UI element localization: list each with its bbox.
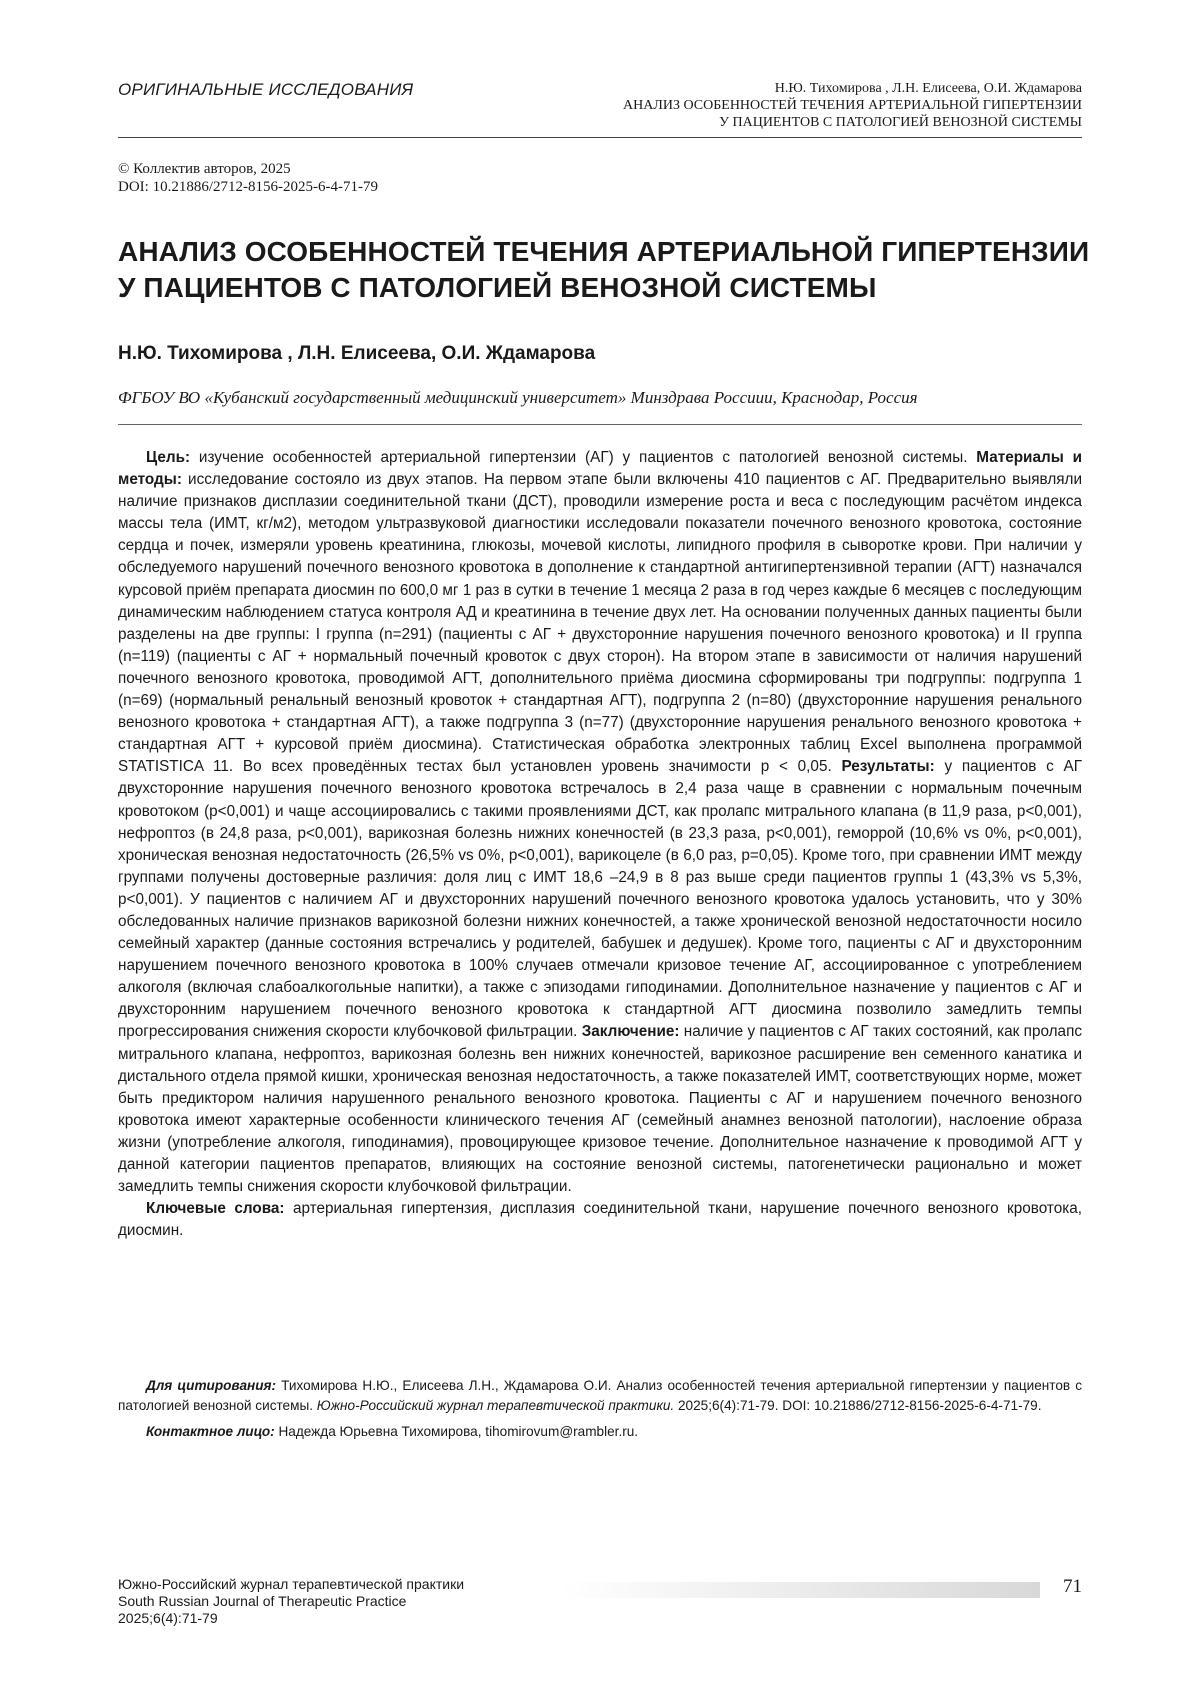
keywords-label: Ключевые слова:: [146, 1200, 285, 1218]
citation-text-end: 2025;6(4):71-79. DOI: 10.21886/2712-8156-2025-6-4-71-79.: [674, 1398, 1042, 1413]
keywords-text: артериальная гипертензия, дисплазия соединительной ткани, нарушение почечного венозного кровотока, диосмин.: [118, 1200, 1082, 1240]
citation: [118, 1376, 1082, 1416]
copyright: © Коллектив авторов, 2025: [118, 161, 291, 177]
methods-text: исследование состояло из двух этапов. На первом этапе были включены 410 пациентов с АГ. Предварительно выявляли наличие признаков дисплазии соединительной ткани (ДСТ), проводили измерение роста и веса с последующим расчётом индекса массы тела (ИМТ, кг/м2), методом ультразвуковой диагностики исследовали показатели почечного венозного кровотока, состояние сердца и почек, измеряли уровень креатинина, глюкозы, мочевой кислоты, липидного профиля в сыворотке крови. При наличии у обследуемого нарушений почечного венозного кровотока в дополнение к стандартной антигипертензивной терапии (АГТ) назначался курсовой приём препарата диосмин по 600,0 мг 1 раз в сутки в течение 1 месяца 2 раза в год через каждые 6 месяцев с последующим динамическим наблюдением статуса контроля АД и креатинина в течение двух лет. На основании полученных данных пациенты были разделены на две группы: I группа (n=291) (пациенты с АГ + двухсторонние нарушения почечного венозного кровотока) и II группа (n=119) (пациенты с АГ + нормальный почечный кровоток с двух сторон). На втором этапе в зависимости от наличия нарушений почечного венозного кровотока, проводимой АГТ, дополнительного приёма диосмина сформированы три подгруппы: подгруппа 1 (n=69) (нормальный ренальный венозный кровоток + стандартная АГТ), подгруппа 2 (n=80) (двухсторонние нарушения ренального венозного кровотока + стандартная АГТ), а также подгруппа 3 (n=77) (двухсторонние нарушения ренального венозного кровотока + стандартная АГТ + курсовой приём диосмина). Статистическая обработка электронных таблиц Excel выполнена программой STATISTICA 11. Во всех проведённых тестах был установлен уровень значимости p < 0,05.: [118, 471, 1082, 776]
citation-text: Тихомирова Н.Ю., Елисеева Л.Н., Ждамарова О.И. Анализ особенностей течения артериальной гипертензии у пациентов с патологией венозной системы.: [118, 1378, 1082, 1413]
conclusion-label: Заключение:: [581, 1023, 680, 1041]
abstract: [118, 447, 1082, 1242]
contact: [118, 1422, 1082, 1442]
header-divider: [118, 137, 1082, 138]
keywords: [118, 1198, 1082, 1242]
contact-text: Надежда Юрьевна Тихомирова, tihomirovum@rambler.ru.: [274, 1424, 639, 1439]
abstract-body: [118, 447, 1082, 1198]
running-header-title-1: АНАЛИЗ ОСОБЕННОСТЕЙ ТЕЧЕНИЯ АРТЕРИАЛЬНОЙ ГИПЕРТЕНЗИИ: [623, 98, 1082, 113]
contact-label: Контактное лицо:: [146, 1424, 275, 1439]
results-text: у пациентов с АГ двухсторонние нарушения почечного венозного кровотока встречалось в 2,4 раза чаще в сравнении с нормальным почечным кровотоком (p<0,001) и чаще ассоциировались с такими проявлениями ДСТ, как пролапс митрального клапана (в 11,9 раза, p<0,001), нефроптоз (в 24,8 раза, p<0,001), варикозная болезнь нижних конечностей (в 23,3 раза, p<0,001), геморрой (10,6% vs 0%, p<0,001), хроническая венозная недостаточность (26,5% vs 0%, p<0,001), варикоцеле (в 6,0 раз, p=0,05). Кроме того, при сравнении ИМТ между группами получены достоверные различия: доля лиц с ИМТ 18,6 –24,9 в 8 раз выше среди пациентов группы 1 (43,3% vs 5,3%, p<0,001). У пациентов с наличием АГ и двухсторонних нарушений почечного венозного кровотока удалось установить, что у 30% обследованных наличие признаков варикозной болезни нижних конечностей, а также хронической венозной недостаточности носило семейный характер (данные состояния встречались у родителей, бабушек и дедушек). Кроме того, пациенты с АГ и двухсторонним нарушением почечного венозного кровотока в 100% случаев отмечали кризовое течение АГ, ассоциированное с употреблением алкоголя (включая слабоалкогольные напитки), а также с эпизодами гиподинамии. Дополнительное назначение у пациентов с АГ и двухсторонним нарушением почечного венозного кровотока к стандартной АГТ диосмина позволило замедлить темпы прогрессирования снижения скорости клубочковой фильтрации.: [118, 758, 1082, 1041]
article-authors: Н.Ю. Тихомирова , Л.Н. Елисеева, О.И. Ждамарова: [118, 343, 596, 364]
running-header-authors: Н.Ю. Тихомирова , Л.Н. Елисеева, О.И. Ждамарова: [774, 81, 1082, 96]
article-title-line-2: У ПАЦИЕНТОВ С ПАТОЛОГИЕЙ ВЕНОЗНОЙ СИСТЕМЫ: [118, 272, 877, 303]
running-header-title-2: У ПАЦИЕНТОВ С ПАТОЛОГИЕЙ ВЕНОЗНОЙ СИСТЕМЫ: [719, 115, 1082, 130]
conclusion-text: наличие у пациентов с АГ таких состояний, как пролапс митрального клапана, нефроптоз, варикозная болезнь вен нижних конечностей, варикозное расширение вен семенного канатика и дистального отдела прямой кишки, хроническая венозная недостаточность, а также показателей ИМТ, соответствующих норме, может быть предиктором наличия нарушенного ренального венозного кровотока. Пациенты с АГ и нарушением почечного венозного кровотока имеют характерные особенности клинического течения АГ (семейный анамнез венозной патологии), наслоение образа жизни (употребление алкоголя, гиподинамия), провоцирующее кризовое течение. Дополнительное назначение к проводимой АГТ у данной категории пациентов препаратов, влияющих на состояние венозной системы, патогенетически рационально и может замедлить темпы снижения скорости клубочковой фильтрации.: [118, 1023, 1082, 1196]
footer-issue: 2025;6(4):71-79: [118, 1610, 218, 1626]
footer-gradient-bar: [560, 1582, 1040, 1598]
footer-journal-ru: Южно-Российский журнал терапевтической практики: [118, 1576, 465, 1592]
article-title: [118, 234, 1098, 306]
footer: [118, 1576, 464, 1627]
doi: DOI: 10.21886/2712-8156-2025-6-4-71-79: [118, 179, 378, 195]
citation-journal: Южно-Российский журнал терапевтической практики.: [316, 1398, 675, 1413]
section-label: ОРИГИНАЛЬНЫЕ ИССЛЕДОВАНИЯ: [118, 80, 414, 99]
affiliation: ФГБОУ ВО «Кубанский государственный медицинский университет» Минздрава Россиии, Краснодар, Россия: [118, 388, 918, 407]
article-title-line-1: АНАЛИЗ ОСОБЕННОСТЕЙ ТЕЧЕНИЯ АРТЕРИАЛЬНОЙ ГИПЕРТЕНЗИИ: [118, 236, 1090, 267]
footer-journal-en: South Russian Journal of Therapeutic Practice: [118, 1593, 407, 1609]
affiliation-divider: [118, 424, 1082, 425]
running-header: [522, 80, 1082, 131]
methods-label: Материалы и методы:: [118, 449, 1082, 489]
aim-text: изучение особенностей артериальной гипертензии (АГ) у пациентов с патологией венозной системы.: [190, 449, 977, 466]
results-label: Результаты:: [841, 758, 935, 776]
article-meta: [118, 160, 378, 196]
citation-block: [118, 1376, 1082, 1448]
citation-label: Для цитирования:: [146, 1378, 277, 1393]
page-number: 71: [1063, 1576, 1082, 1597]
aim-label: Цель:: [146, 449, 191, 466]
